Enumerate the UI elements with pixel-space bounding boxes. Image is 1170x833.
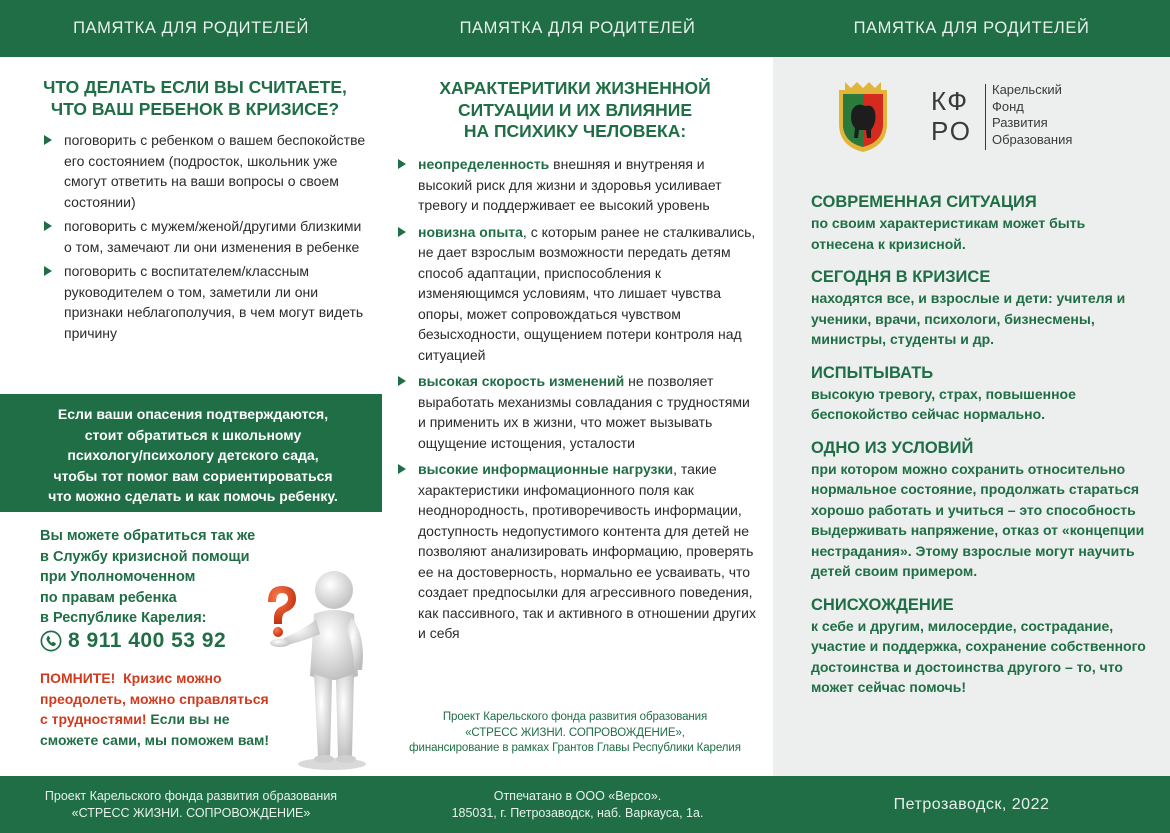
phone-icon <box>40 630 62 652</box>
crisis-steps-list <box>40 130 370 347</box>
footer-printer: Отпечатано в ООО «Версо». 185031, г. Петрозаводск, наб. Варкауса, 1а. <box>451 788 704 820</box>
kfro-logo <box>835 80 1115 156</box>
info-block: СОВРЕМЕННАЯ СИТУАЦИЯ по своим характеристикам может быть отнесена к кризисной. <box>811 193 1086 252</box>
figure-question-mark-illustration <box>262 566 377 771</box>
header-title-middle: ПАМЯТКА ДЛЯ РОДИТЕЛЕЙ <box>459 19 696 37</box>
footer-city-year: Петрозаводск, 2022 <box>893 796 1050 813</box>
kfro-abbreviation: КФ РО <box>931 86 972 146</box>
list-item: высокие информационные нагрузки, такие характеристики инфомационного поля как неоднородность, противоречивость информации, доступность недопустимого контента для детей не позволяют анализировать информацию, проверять ее на достоверность, нормально ее усваивать, что создает предпосылки для агрессивного поведения, как пассивного, так и активного в отношении других и себя <box>398 459 760 644</box>
life-situation-title: ХАРАКТЕРИТИКИ ЖИЗНЕННОЙ СИТУАЦИИ И ИХ ВЛИЯНИЕ НА ПСИХИКУ ЧЕЛОВЕКА: <box>439 78 711 141</box>
triangle-bullet-icon <box>398 376 406 386</box>
karelia-coat-of-arms-icon <box>835 80 891 154</box>
header-title-left: ПАМЯТКА ДЛЯ РОДИТЕЛЕЙ <box>73 19 309 37</box>
remember-note: ПОМНИТЕ! Кризис можно преодолеть, можно справляться с трудностями! Если вы не сможете сами, мы поможем вам! <box>40 670 270 748</box>
footer-project: Проект Карельского фонда развития образования «СТРЕСС ЖИЗНИ. СОПРОВОЖДЕНИЕ» <box>44 788 338 820</box>
list-item: поговорить с ребенком о вашем беспокойстве его состоянием (подросток, школьник уже смогут ответить на ваши вопросы о своем состоянии) <box>40 130 370 212</box>
kfro-full-name: Карельский Фонд Развития Образования <box>992 82 1073 147</box>
crisis-service-contact: Вы можете обратиться так же в Службу кризисной помощи при Уполномоченном по правам ребенка в Республике Карелия: <box>40 528 256 626</box>
header-title-right: ПАМЯТКА ДЛЯ РОДИТЕЛЕЙ <box>853 19 1090 37</box>
info-block: СЕГОДНЯ В КРИЗИСЕ находятся все, и взрослые и дети: учителя и ученики, врачи, психологи, бизнесмены, министры, студенты и др. <box>811 268 1126 347</box>
crisis-info-blocks <box>811 192 1151 711</box>
list-item: поговорить с воспитателем/классным руководителем о том, заметили ли они признаки неблагополучия, в чем могут видеть причину <box>40 261 370 343</box>
triangle-bullet-icon <box>398 159 406 169</box>
triangle-bullet-icon <box>44 135 52 145</box>
life-situation-factors-list <box>398 154 760 650</box>
info-block: ОДНО ИЗ УСЛОВИЙ при котором можно сохранить относительно нормальное состояние, продолжать стараться хорошо работать и учиться – это способность выдерживать напряжение, отказ от «концепции нестрадания». Этому взрослые могут научить детей своим примером. <box>811 438 1145 579</box>
list-item: поговорить с мужем/женой/другими близкими о том, замечают ли они изменения в ребенке <box>40 216 370 257</box>
logo-divider <box>985 84 986 150</box>
project-note: Проект Карельского фонда развития образования «СТРЕСС ЖИЗНИ. СОПРОВОЖДЕНИЕ», финансирование в рамках Грантов Главы Республики Карелия <box>409 711 741 754</box>
list-item: новизна опыта, с которым ранее не сталкивались, не дает взрослым возможности передать детям способ адаптации, приспособления к изменяющимся условиям, что лишает чувства опоры, может сопровождаться чувством безысходности, ощущением потери контроля над ситуацией <box>398 222 760 366</box>
list-item: высокая скорость изменений не позволяет выработать механизмы совладания с трудностями и применить их в жизни, что может вызывать ощущение истощения, усталости <box>398 371 760 453</box>
list-item: неопределенность внешняя и внутреняя и высокий риск для жизни и здоровья усиливает тревогу и поддерживает ее высокий уровень <box>398 154 760 216</box>
crisis-question-title: ЧТО ДЕЛАТЬ ЕСЛИ ВЫ СЧИТАЕТЕ, ЧТО ВАШ РЕБЕНОК В КРИЗИСЕ? <box>43 77 347 119</box>
triangle-bullet-icon <box>398 464 406 474</box>
phone-number[interactable]: 8 911 400 53 92 <box>40 629 226 653</box>
triangle-bullet-icon <box>44 266 52 276</box>
info-block: ИСПЫТЫВАТЬ высокую тревогу, страх, повышенное беспокойство сейчас нормально. <box>811 363 1076 422</box>
psychologist-advice-box: Если ваши опасения подтверждаются, стоит обратиться к школьному психологу/психологу детского сада, чтобы тот помог вам сориентироваться что можно сделать и как помочь ребенку. <box>0 394 382 512</box>
triangle-bullet-icon <box>398 227 406 237</box>
info-block: СНИСХОЖДЕНИЕ к себе и другим, милосердие, сострадание, участие и поддержка, сохранение собственного достоинства и достоинства другого – то, что может сейчас помочь! <box>811 595 1146 695</box>
triangle-bullet-icon <box>44 221 52 231</box>
